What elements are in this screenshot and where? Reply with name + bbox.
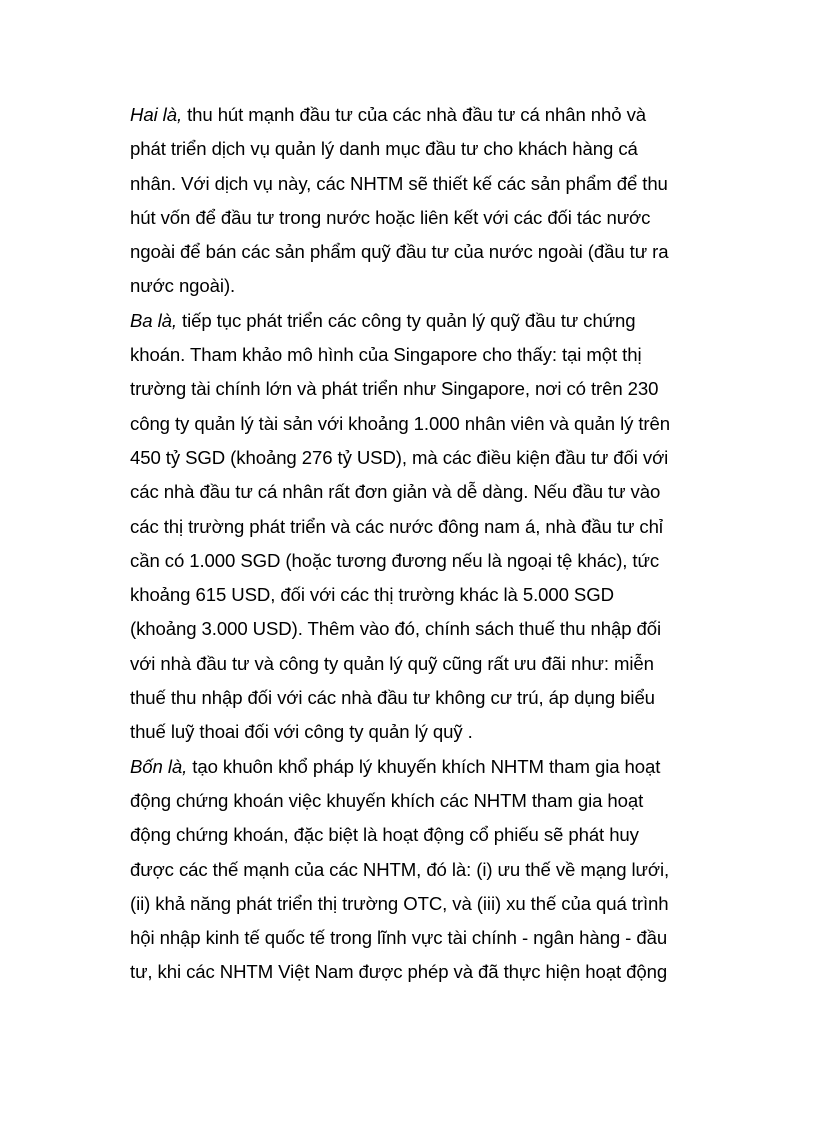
paragraph-text: tiếp tục phát triển các công ty quản lý quỹ đầu tư chứng khoán. Tham khảo mô hình của Singapore cho thấy: tại một thị trường tài chính lớn và phát triển như Singapore, nơi có trên 230 công ty quản lý tài sản với khoảng 1.000 nhân viên và quản lý trên 450 tỷ SGD (khoảng 276 tỷ USD), mà các điều kiện đầu tư đối với các nhà đầu tư cá nhân rất đơn giản và dễ dàng. Nếu đầu tư vào các thị trường phát triển và các nước đông nam á, nhà đầu tư chỉ cần có 1.000 SGD (hoặc tương đương nếu là ngoại tệ khác), tức khoảng 615 USD, đối với các thị trường khác là 5.000 SGD (khoảng 3.000 USD). Thêm vào đó, chính sách thuế thu nhập đối với nhà đầu tư và công ty quản lý quỹ cũng rất ưu đãi như: miễn thuế thu nhập đối với các nhà đầu tư không cư trú, áp dụng biểu thuế luỹ thoai đối với công ty quản lý quỹ . [130, 309, 671, 743]
paragraph-text: thu hút mạnh đầu tư của các nhà đầu tư cá nhân nhỏ và phát triển dịch vụ quản lý danh mục đầu tư cho khách hàng cá nhân. Với dịch vụ này, các NHTM sẽ thiết kế các sản phẩm để thu hút vốn để đầu tư trong nước hoặc liên kết với các đối tác nước ngoài để bán các sản phẩm quỹ đầu tư của nước ngoài (đầu tư ra nước ngoài). [130, 104, 669, 297]
paragraph-text: tạo khuôn khổ pháp lý khuyến khích NHTM tham gia hoạt động chứng khoán việc khuyến khích các NHTM tham gia hoạt động chứng khoán, đặc biệt là hoạt động cổ phiếu sẽ phát huy được các thế mạnh của các NHTM, đó là: (i) ưu thế về mạng lưới, (ii) khả năng phát triển thị trường OTC, và (iii) xu thế của quá trình hội nhập kinh tế quốc tế trong lĩnh vực tài chính - ngân hàng - đầu tư, khi các NHTM Việt Nam được phép và đã thực hiện hoạt động [130, 755, 670, 983]
paragraph-lead: Bốn là, [130, 755, 188, 777]
paragraph-ba-la [130, 304, 682, 750]
paragraph-lead: Ba là, [130, 309, 177, 331]
document-body [130, 98, 682, 990]
paragraph-hai-la [130, 98, 682, 304]
paragraph-lead: Hai là, [130, 104, 183, 125]
paragraph-bon-la [130, 750, 682, 990]
